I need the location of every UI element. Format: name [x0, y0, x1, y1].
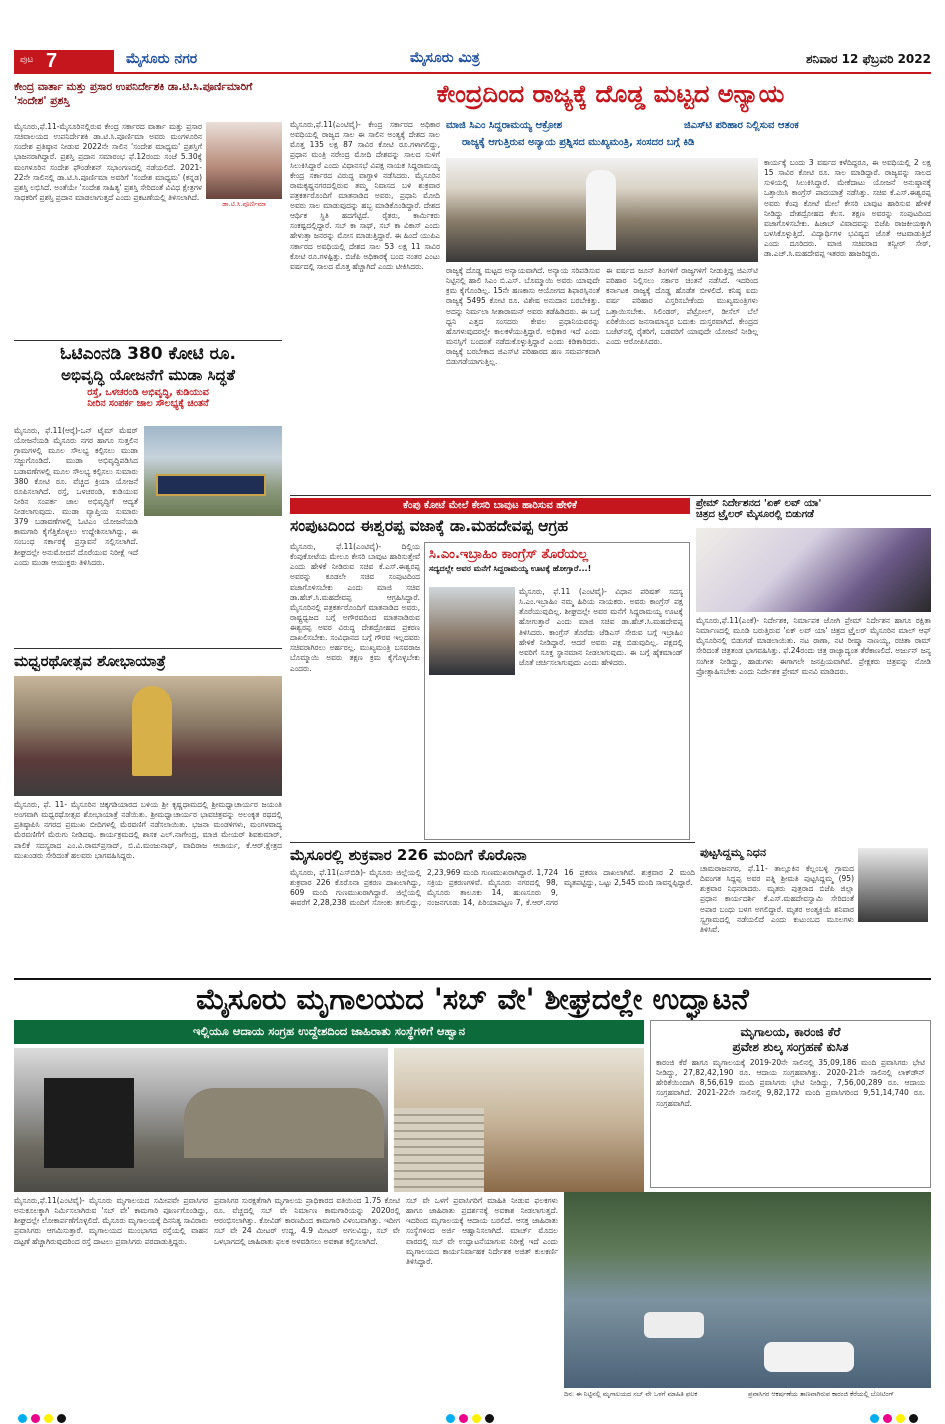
premlove-kicker-1: ಪ್ರೇಮ್ ನಿರ್ದೇಶನದ 'ಏಕ್ ಲವ್ ಯಾ' — [696, 498, 822, 509]
lead-headline: ಕೇಂದ್ರದಿಂದ ರಾಜ್ಯಕ್ಕೆ ದೊಡ್ಡ ಮಟ್ಟದ ಅನ್ಯಾಯ — [436, 80, 785, 108]
divider — [290, 495, 931, 496]
madhwa-story — [14, 652, 282, 974]
lead-col-2: ರಾಜ್ಯಕ್ಕೆ ದೊಡ್ಡ ಮಟ್ಟದ ಅನ್ಯಾಯವಾಗಿದೆ. ಅನ್ಯಾಯ ಸರಿಪಡಿಸುವ ನಿಟ್ಟಿನಲ್ಲಿ ಹಾಲಿ ಸಿಎಂ ಬಿ.ಎಸ್. ಬೊಮ್ಮಾಯಿ ಅವರು ಯಾವುದೇ ಕ್ರಮ ಕೈಗೊಂಡಿಲ್ಲ. 15ನೇ ಹಣಕಾಸು ಆಯೋಗದ ಶಿಫಾರಸ್ಸಿನಂತೆ ರಾಜ್ಯಕ್ಕೆ 5495 ಕೋಟಿ ರೂ. ವಿಶೇಷ ಅನುದಾನ ಬರಬೇಕಿತ್ತು. ಅದನ್ನು ನಿರ್ಮಲಾ ಸೀತಾರಾಮನ್ ಅವರು ತಡೆಹಿಡಿದರು. ಈ ಬಗ್ಗೆ ಧ್ವನಿ ಎತ್ತದ ಸಂಸದರು ಕೇವಲ ಪ್ರಧಾನಿಯವರನ್ನು ಹೊಗಳುವುದರಲ್ಲೇ ಕಾಲಕಳೆಯುತ್ತಿದ್ದಾರೆ. ಅಧಿಕಾರ ಇದೆ ಎಂದು ಮನಸ್ಸಿಗೆ ಬಂದಂತೆ ನಡೆದುಕೊಳ್ಳುತ್ತಿದ್ದಾರೆ ಎಂದು ಕಿಡಿಕಾರಿದರು. ರಾಜ್ಯಕ್ಕೆ ಬರಬೇಕಾದ ಜಿಎಸ್‍ಟಿ ಪರಿಹಾರದ ಹಣ ಸಮರ್ಪಕವಾಗಿ ಬಿಡುಗಡೆಯಾಗುತ್ತಿಲ್ಲ. — [446, 266, 600, 367]
masthead: ಮೈಸೂರು ಮಿತ್ರ — [410, 50, 480, 66]
ibrahim-body: ಮೈಸೂರು, ಫೆ.11 (ಎಂಟಿವೈ)- ವಿಧಾನ ಪರಿಷತ್ ಸದಸ್ಯ ಸಿ.ಎಂ.ಇಬ್ರಾಹಿಂ ನಮ್ಮ ಹಿರಿಯ ನಾಯಕರು. ಅವರು ಕಾಂಗ್ರೆಸ್ ಪಕ್ಷ ತೊರೆಯುವುದಿಲ್ಲ. ಶೀಘ್ರದಲ್ಲೇ ಅವರ ಮನೆಗೆ ಸಿದ್ದರಾಮಯ್ಯ ಊಟಕ್ಕೆ ಹೋಗುತ್ತಾರೆ ಎಂದು ಮಾಜಿ ಸಚಿವ ಡಾ.ಹೆಚ್.ಸಿ.ಮಹದೇವಪ್ಪ ತಿಳಿಸಿದರು. ಕಾಂಗ್ರೆಸ್ ತೊರೆದು ಜೆಡಿಎಸ್ ಸೇರುವ ಬಗ್ಗೆ ಇಬ್ರಾಹಿಂ ಹೇಳಿಕೆ ನೀಡಿದ್ದಾರೆ. ಆದರೆ ಅವರು ಪಕ್ಷ ಬಿಡುವುದಿಲ್ಲ. ಪಕ್ಷದಲ್ಲಿ ಅವರಿಗೆ ಸೂಕ್ತ ಸ್ಥಾನಮಾನ ನೀಡಲಾಗುವುದು. ಈ ಬಗ್ಗೆ ಹೈಕಮಾಂಡ್ ಜೊತೆ ಚರ್ಚಿಸಲಾಗುವುದು ಎಂದು ಹೇಳಿದರು. — [519, 587, 683, 667]
trailer-launch-photo — [696, 528, 931, 612]
page-number-box — [14, 50, 114, 72]
ott-story — [14, 344, 282, 644]
ott-headline-2: ಅಭಿವೃದ್ಧಿ ಯೋಜನೆಗೆ ಮುಡಾ ಸಿದ್ಧತೆ — [61, 366, 235, 384]
sandesh-body: ಮೈಸೂರು,ಫೆ.11-ಮೈಸೂರಿನಲ್ಲಿರುವ ಕೇಂದ್ರ ಸರ್ಕಾರದ ವಾರ್ತಾ ಮತ್ತು ಪ್ರಸಾರ ಸಚಿವಾಲಯದ ಉಪನಿರ್ದೇಶಕಿ ಡಾ.ಟಿ.ಸಿ.ಪೂರ್ಣಿಮಾ ಅವರು ಮಂಗಳೂರಿನ ಸಂದೇಶ ಪ್ರತಿಷ್ಠಾನ ನೀಡುವ 2022ನೇ ಸಾಲಿನ 'ಸಂದೇಶ ಮಾಧ್ಯಮ' ಪ್ರಶಸ್ತಿಗೆ ಭಾಜನರಾಗಿದ್ದಾರೆ. ಪ್ರಶಸ್ತಿ ಪ್ರದಾನ ಸಮಾರಂಭ ಫೆ.12ರಂದು ಸಂಜೆ 5.30ಕ್ಕೆ ಮಂಗಳೂರಿನ ಸಂದೇಶ ಫೌಂಡೇಶನ್ ಸಭಾಂಗಣದಲ್ಲಿ ನಡೆಯಲಿದೆ. 2021-22ನೇ ಸಾಲಿನಲ್ಲಿ ಡಾ.ಟಿ.ಸಿ.ಪೂರ್ಣಿಮಾ ಅವರಿಗೆ 'ಸಂದೇಶ ಮಾಧ್ಯಮ' (ಕನ್ನಡ) ಪ್ರಶಸ್ತಿ ಲಭಿಸಿದೆ. ಅಂತೆಯೇ 'ಸಂದೇಶ ಸಾಹಿತ್ಯ' ಪ್ರಶಸ್ತಿ ಸೇರಿದಂತೆ ವಿವಿಧ ಕ್ಷೇತ್ರಗಳ ಸಾಧಕರಿಗೆ ಪ್ರಶಸ್ತಿ ಪ್ರದಾನ ಮಾಡಲಾಗುತ್ತದೆ ಎಂದು ಪ್ರಕಟಣೆಯಲ್ಲಿ ತಿಳಿಸಲಾಗಿದೆ. — [14, 122, 202, 202]
sidebar-headline-1: ಮೃಗಾಲಯ, ಕಾರಂಜಿ ಕೆರೆ — [740, 1025, 841, 1039]
ott-subhead-1: ರಸ್ತೆ, ಒಳಚರಂಡಿ ಅಭಿವೃದ್ಧಿ, ಕುಡಿಯುವ — [87, 387, 209, 398]
registration-marks-left — [18, 1408, 70, 1424]
bullet-1: ಮಾಜಿ ಸಿಎಂ ಸಿದ್ದರಾಮಯ್ಯ ಆಕ್ರೋಶ — [446, 120, 563, 131]
subway-stairs — [394, 1108, 484, 1192]
eshwarappa-body: ಮೈಸೂರು, ಫೆ.11(ಎಂಟಿವೈ)- ದಿಲ್ಲಿಯ ಕೆಂಪುಕೋಟೆಯ ಮೇಲೂ ಕೇಸರಿ ಬಾವುಟ ಹಾರಿಸುತ್ತೇವೆ ಎಂದು ಹೇಳಿಕೆ ನೀಡಿರುವ ಸಚಿವ ಕೆ.ಎಸ್.ಈಶ್ವರಪ್ಪ ಅವರನ್ನು ಕೂಡಲೇ ಸಚಿವ ಸಂಪುಟದಿಂದ ವಜಾಗೊಳಿಸಬೇಕು ಎಂದು ಮಾಜಿ ಸಚಿವ ಡಾ.ಹೆಚ್.ಸಿ.ಮಹದೇವಪ್ಪ ಆಗ್ರಹಿಸಿದ್ದಾರೆ. ಮೈಸೂರಿನಲ್ಲಿ ಪತ್ರಕರ್ತರೊಂದಿಗೆ ಮಾತನಾಡಿದ ಅವರು, ರಾಷ್ಟ್ರಧ್ವಜದ ಬಗ್ಗೆ ಅಗೌರವದಿಂದ ಮಾತನಾಡಿರುವ ಈಶ್ವರಪ್ಪ ಅವರ ವಿರುದ್ಧ ದೇಶದ್ರೋಹದ ಪ್ರಕರಣ ದಾಖಲಿಸಬೇಕು. ಸಂವಿಧಾನದ ಬಗ್ಗೆ ಗೌರವ ಇಲ್ಲದವರು ಸಚಿವರಾಗಿರಲು ಅರ್ಹರಲ್ಲ. ಮುಖ್ಯಮಂತ್ರಿ ಬಸವರಾಜ ಬೊಮ್ಮಾಯಿ ಅವರು ತಕ್ಷಣ ಕ್ರಮ ಕೈಗೊಳ್ಳಬೇಕು ಎಂದರು. — [290, 542, 420, 673]
obituary-body: ಚಾಮರಾಜನಗರ, ಫೆ.11- ತಾಲ್ಲೂಕಿನ ಕೆಲ್ಲಂಬಳ್ಳಿ ಗ್ರಾಮದ ದಿವಂಗತ ಸಿದ್ದಪ್ಪ ಅವರ ಪತ್ನಿ ಶ್ರೀಮತಿ ಪುಟ್ಟಸಿದ್ದಮ್ಮ (95) ಶುಕ್ರವಾರ ನಿಧನರಾದರು. ಮೃತರು ಪುತ್ರರಾದ ಬಿಜೆಪಿ ಜಿಲ್ಲಾ ಪ್ರಧಾನ ಕಾರ್ಯದರ್ಶಿ ಕೆ.ಎಸ್.ಮಹದೇವಸ್ವಾಮಿ ಸೇರಿದಂತೆ ಅಪಾರ ಬಂಧು ಬಳಗ ಅಗಲಿದ್ದಾರೆ. ಮೃತರ ಅಂತ್ಯಕ್ರಿಯೆ ಶನಿವಾರ ಸ್ವಗ್ರಾಮದಲ್ಲಿ ನಡೆಯಲಿದೆ ಎಂದು ಕುಟುಂಬದ ಮೂಲಗಳು ತಿಳಿಸಿವೆ. — [700, 864, 854, 934]
bullet-3: ರಾಜ್ಯಕ್ಕೆ ಆಗುತ್ತಿರುವ ಅನ್ಯಾಯ ಪ್ರಶ್ನಿಸದ ಮುಖ್ಯಮಂತ್ರಿ, ಸಂಸದರ ಬಗ್ಗೆ ಕಿಡಿ — [462, 137, 695, 148]
bullet-2: ಜಿಎಸ್‍ಟಿ ಪರಿಹಾರ ನಿಲ್ಲಿಸುವ ಆತಂಕ — [684, 120, 799, 131]
page-header — [14, 46, 931, 74]
divider — [14, 648, 282, 649]
puttasiddamma-photo — [858, 848, 928, 922]
zoo-subhead: ಇಲ್ಲಿಯೂ ಆದಾಯ ಸಂಗ್ರಹ ಉದ್ದೇಶದಿಂದ ಜಾಹಿರಾತು ಸಂಸ್ಥೆಗಳಿಗೆ ಆಹ್ವಾನ — [192, 1024, 466, 1038]
lead-col-1: ಮೈಸೂರು,ಫೆ.11(ಎಂಟಿವೈ)- ಕೇಂದ್ರ ಸರ್ಕಾರದ ಅಧಿಕಾರ ಅವಧಿಯಲ್ಲಿ ರಾಜ್ಯದ ಸಾಲ ಈ ಸಾಲಿನ ಅಂತ್ಯಕ್ಕೆ ದೇಶದ ಸಾಲ ಮೊತ್ತ 135 ಲಕ್ಷ 87 ಸಾವಿರ ಕೋಟಿ ರೂ.ಗಳಾಗಲಿದ್ದು, ಪ್ರಧಾನ ಮಂತ್ರಿ ನರೇಂದ್ರ ಮೋದಿ ದೇಶವನ್ನು ಸಾಲದ ಸುಳಿಗೆ ಸಿಲುಕಿಸಿದ್ದಾರೆ ಎಂದು ವಿಧಾನಸಭೆ ವಿಪಕ್ಷ ನಾಯಕ ಸಿದ್ದರಾಮಯ್ಯ ಕೇಂದ್ರ ಸರ್ಕಾರದ ವಿರುದ್ಧ ವಾಗ್ದಾಳಿ ನಡೆಸಿದರು. ಮೈಸೂರಿನ ರಾಮಕೃಷ್ಣನಗರದಲ್ಲಿರುವ ತಮ್ಮ ನಿವಾಸದ ಬಳಿ ಶುಕ್ರವಾರ ಪತ್ರಕರ್ತರೊಂದಿಗೆ ಮಾತನಾಡಿದ ಅವರು, ಪ್ರಧಾನಿ ಮೋದಿ ಅವರು ಸಾಲ ಮಾಡುವುದನ್ನು ಹಬ್ಬ ಮಾಡಿಕೊಂಡಿದ್ದಾರೆ. ದೇಶದ ಆರ್ಥಿಕ ಸ್ಥಿತಿ ಹದಗೆಟ್ಟಿದೆ. ರೈತರು, ಕಾರ್ಮಿಕರು ಸಂಕಷ್ಟದಲ್ಲಿದ್ದಾರೆ. ಸಬ್ ಕಾ ಸಾಥ್, ಸಬ್ ಕಾ ವಿಕಾಸ್ ಎಂದು ಹೇಳುತ್ತಾ ಜನರನ್ನು ಮೋಸ ಮಾಡುತ್ತಿದ್ದಾರೆ. ಈ ಹಿಂದೆ ಯುಪಿಎ ಸರ್ಕಾರದ ಅವಧಿಯಲ್ಲಿ ದೇಶದ ಸಾಲ 53 ಲಕ್ಷ 11 ಸಾವಿರ ಕೋಟಿ ರೂ.ಗಳಷ್ಟಿತ್ತು. ಬಿಜೆಪಿ ಅಧಿಕಾರಕ್ಕೆ ಬಂದ ನಂತರ ಎಂಟು ವರ್ಷದಲ್ಲಿ ಸಾಲದ ಮೊತ್ತ ಹೆಚ್ಚಾಗಿದೆ ಎಂದು ಟೀಕಿಸಿದರು. — [290, 120, 440, 271]
premlove-story — [696, 498, 931, 840]
ibrahim-story — [424, 542, 690, 840]
siddaramaiah-photo — [446, 158, 758, 262]
madhwa-headline: ಮಧ್ವರಥೋತ್ಸವ ಶೋಭಾಯಾತ್ರೆ — [14, 652, 166, 670]
muda-building-photo — [144, 426, 282, 516]
eshwarappa-headline: ಸಂಪುಟದಿಂದ ಈಶ್ವರಪ್ಪ ವಜಾಕ್ಕೆ ಡಾ.ಮಹದೇವಪ್ಪ ಆಗ್ರಹ — [290, 517, 569, 535]
lead-col-3: ಈ ವರ್ಷದ ಜೂನ್ ತಿಂಗಳಿಗೆ ರಾಜ್ಯಗಳಿಗೆ ನೀಡುತ್ತಿದ್ದ ಜಿಎಸ್‍ಟಿ ಪರಿಹಾರ ನಿಲ್ಲಿಸಲು ಸರ್ಕಾರ ಚಿಂತನೆ ನಡೆಸಿದೆ. ಇದರಿಂದ ಕರ್ನಾಟಕ ರಾಜ್ಯಕ್ಕೆ ದೊಡ್ಡ ಹೊಡೆತ ಬೀಳಲಿದೆ. ಕನಿಷ್ಠ ಐದು ವರ್ಷ ಪರಿಹಾರ ವಿಸ್ತರಿಸಬೇಕೆಂದು ಮುಖ್ಯಮಂತ್ರಿಗಳು ಒತ್ತಾಯಿಸಬೇಕು. ಸಿಲಿಂಡರ್, ಪೆಟ್ರೋಲ್, ಡೀಸೆಲ್ ಬೆಲೆ ಏರಿಕೆಯಿಂದ ಜನಸಾಮಾನ್ಯರ ಬದುಕು ದುಸ್ತರವಾಗಿದೆ. ಕೇಂದ್ರದ ಬಜೆಟ್‍ನಲ್ಲಿ ರೈತರಿಗೆ, ಬಡವರಿಗೆ ಯಾವುದೇ ಯೋಜನೆ ನೀಡಿಲ್ಲ ಎಂದು ಆರೋಪಿಸಿದರು. — [606, 266, 758, 346]
lead-col-4: ಕಾರ್ಯಕ್ಕೆ ಬಂದು 3 ವರ್ಷದ ಕಳೆದಿದ್ದರೂ, ಈ ಅವಧಿಯಲ್ಲಿ 2 ಲಕ್ಷ 15 ಸಾವಿರ ಕೋಟಿ ರೂ. ಸಾಲ ಮಾಡಿದ್ದಾರೆ. ರಾಜ್ಯವನ್ನು ಸಾಲದ ಸುಳಿಯಲ್ಲಿ ಸಿಲುಕಿಸಿದ್ದಾರೆ. ಮೇಕೆದಾಟು ಯೋಜನೆ ಅನುಷ್ಠಾನಕ್ಕೆ ಒತ್ತಾಯಿಸಿ ಕಾಂಗ್ರೆಸ್ ಪಾದಯಾತ್ರೆ ನಡೆಸಿತ್ತು. ಸಚಿವ ಕೆ.ಎಸ್.ಈಶ್ವರಪ್ಪ ಅವರು ಕೆಂಪು ಕೋಟೆ ಮೇಲೆ ಕೇಸರಿ ಬಾವುಟ ಹಾರಿಸುವ ಹೇಳಿಕೆ ನೀಡಿದ್ದು ದೇಶದ್ರೋಹದ ಕೆಲಸ. ತಕ್ಷಣ ಅವರನ್ನು ಸಂಪುಟದಿಂದ ವಜಾಗೊಳಿಸಬೇಕು. ಹಿಜಾಬ್ ವಿವಾದವನ್ನು ಬಿಜೆಪಿ ರಾಜಕೀಯಕ್ಕಾಗಿ ಬಳಸಿಕೊಳ್ಳುತ್ತಿದೆ. ವಿದ್ಯಾರ್ಥಿಗಳ ಭವಿಷ್ಯದ ಜೊತೆ ಆಟವಾಡುತ್ತಿದೆ ಎಂದು ದೂರಿದರು. ಮಾಜಿ ಸಚಿವರಾದ ತನ್ವೀರ್ ಸೇಠ್, ಡಾ.ಎಚ್.ಸಿ.ಮಹದೇವಪ್ಪ ಇತರರು ಹಾಜರಿದ್ದರು. — [764, 158, 931, 259]
ott-body: ಮೈಸೂರು, ಫೆ.11(ಆರ್‍ಕೆ)-ಒನ್ ಟೈಮ್ ಮೆಷರ್ ಯೋಜನೆಯಡಿ ಮೈಸೂರು ನಗರ ಹಾಗೂ ಸುತ್ತಲಿನ ಗ್ರಾಮಗಳಲ್ಲಿ ಮೂಲ ಸೌಲಭ್ಯ ಕಲ್ಪಿಸಲು ಮುಡಾ ಸಜ್ಜುಗೊಂಡಿದೆ. ಮುಡಾ ಅಭಿವೃದ್ಧಿಪಡಿಸಿದ ಬಡಾವಣೆಗಳಲ್ಲಿ ಮೂಲ ಸೌಲಭ್ಯ ಕಲ್ಪಿಸಲು ಸುಮಾರು 380 ಕೋಟಿ ರೂ. ವೆಚ್ಚದ ಕ್ರಿಯಾ ಯೋಜನೆ ರೂಪಿಸಲಾಗಿದೆ. ರಸ್ತೆ, ಒಳಚರಂಡಿ, ಕುಡಿಯುವ ನೀರಿನ ಸಂಪರ್ಕ ಜಾಲ ಅಭಿವೃದ್ಧಿಗೆ ಆದ್ಯತೆ ನೀಡಲಾಗುವುದು. ಮುಡಾ ವ್ಯಾಪ್ತಿಯ ಸುಮಾರು 379 ಬಡಾವಣೆಗಳಲ್ಲಿ ಓಟಿಎಂ ಯೋಜನೆಯಡಿ ಕಾಮಗಾರಿ ಕೈಗೆತ್ತಿಕೊಳ್ಳಲು ಉದ್ದೇಶಿಸಲಾಗಿದ್ದು, ಈ ಸಂಬಂಧ ಸರ್ಕಾರಕ್ಕೆ ಪ್ರಸ್ತಾವನೆ ಸಲ್ಲಿಸಲಾಗಿದೆ. ಶೀಘ್ರದಲ್ಲೇ ಅನುಮೋದನೆ ದೊರೆಯುವ ನಿರೀಕ್ಷೆ ಇದೆ ಎಂದು ಮುಡಾ ಆಯುಕ್ತರು ತಿಳಿಸಿದರು. — [14, 426, 138, 567]
section-name: ಮೈಸೂರು ನಗರ — [126, 51, 198, 67]
ott-headline-1: ಓಟಿಎಂನಡಿ 380 ಕೋಟಿ ರೂ. — [60, 344, 236, 364]
divider — [290, 842, 695, 843]
sidebar-headline-2: ಪ್ರವೇಶ ಶುಲ್ಕ ಸಂಗ್ರಹಣೆ ಕುಸಿತ — [732, 1040, 849, 1054]
speaker — [586, 170, 616, 250]
registration-marks-right — [870, 1408, 922, 1424]
page-number: 7 — [46, 50, 58, 72]
photo-caption: ಡಾ.ಟಿ.ಸಿ.ಪೂರ್ಣಿಮಾ — [206, 199, 282, 210]
lake-caption-left: ದಿನ: ಈ ನಿಟ್ಟಿನಲ್ಲಿ ಮೃಗಾಲಯದ ಸಬ್ ವೇ ಒಳಗೆ ಮಾಹಿತಿ ಫಲಕ — [564, 1390, 698, 1398]
lake-caption-right: ಪ್ರವಾಸಿಗರ ಆಕರ್ಷಣೆಯ ತಾಣವಾಗಿರುವ ಕಾರಂಜಿ ಕೆರೆಯಲ್ಲಿ ಬೋಟಿಂಗ್ — [748, 1390, 895, 1398]
obituary — [700, 846, 931, 974]
divider — [14, 978, 931, 980]
premlove-kicker-2: ಚಿತ್ರದ ಟ್ರೈಲರ್ ಮೈಸೂರಲ್ಲಿ ಬಿಡುಗಡೆ — [696, 509, 814, 520]
swan-boat-1 — [644, 1312, 704, 1338]
issue-date: ಶನಿವಾರ 12 ಫೆಬ್ರವರಿ 2022 — [805, 52, 931, 66]
divider — [14, 340, 282, 341]
obituary-headline: ಪುಟ್ಟಸಿದ್ದಮ್ಮ ನಿಧನ — [700, 846, 767, 859]
mahadevappa-photo — [429, 587, 515, 675]
eshwarappa-kicker: ಕೆಂಪು ಕೋಟೆ ಮೇಲೆ ಕೇಸರಿ ಬಾವುಟ ಹಾರಿಸುವ ಹೇಳಿಕೆ — [290, 498, 690, 514]
zoo-col-1: ಮೈಸೂರು,ಫೆ.11(ಎಂಟಿವೈ)- ಮೈಸೂರು ಮೃಗಾಲಯದ ಸಮೀಪವೇ ಪ್ರವಾಸಿಗರ ಅನುಕೂಲಕ್ಕಾಗಿ ನಿರ್ಮಿಸಲಾಗಿರುವ 'ಸಬ್ ವೇ' ಕಾಮಗಾರಿ ಪೂರ್ಣಗೊಂಡಿದ್ದು, ಶೀಘ್ರದಲ್ಲೇ ಲೋಕಾರ್ಪಣೆಗೊಳ್ಳಲಿದೆ. ಮೈಸೂರು ಮೃಗಾಲಯಕ್ಕೆ ದಿನನಿತ್ಯ ಸಾವಿರಾರು ಪ್ರವಾಸಿಗರು ಆಗಮಿಸುತ್ತಾರೆ. ಮೃಗಾಲಯದ ಮುಂಭಾಗದ ರಸ್ತೆಯಲ್ಲಿ ವಾಹನ ದಟ್ಟಣೆ ಹೆಚ್ಚಾಗಿರುವುದರಿಂದ ರಸ್ತೆ ದಾಟಲು ಪ್ರವಾಸಿಗರು ಪರದಾಡುತ್ತಿದ್ದರು. — [14, 1196, 208, 1246]
subway-entrance-photo — [14, 1048, 388, 1192]
subway-door — [44, 1078, 134, 1168]
page-label: ಪುಟ — [20, 55, 34, 65]
chariot — [132, 686, 172, 776]
zoo-col-3: ಸಬ್ ವೇ ಒಳಗೆ ಪ್ರವಾಸಿಗರಿಗೆ ಮಾಹಿತಿ ನೀಡುವ ಫಲಕಗಳು ಹಾಗೂ ಜಾಹಿರಾತು ಪ್ರದರ್ಶನಕ್ಕೆ ಅವಕಾಶ ನೀಡಲಾಗುತ್ತದೆ. ಇದರಿಂದ ಮೃಗಾಲಯಕ್ಕೆ ಆದಾಯ ಬರಲಿದೆ. ಆಸಕ್ತ ಜಾಹಿರಾತು ಸಂಸ್ಥೆಗಳಿಂದ ಅರ್ಜಿ ಆಹ್ವಾನಿಸಲಾಗಿದೆ. ಮಾರ್ಚ್ ಮೊದಲ ವಾರದಲ್ಲಿ ಸಬ್ ವೇ ಉದ್ಘಾಟನೆಯಾಗುವ ನಿರೀಕ್ಷೆ ಇದೆ ಎಂದು ಮೃಗಾಲಯದ ಕಾರ್ಯನಿರ್ವಾಹಕ ನಿರ್ದೇಶಕ ಅಜಿತ್ ಕುಲಕರ್ಣಿ ತಿಳಿಸಿದ್ದಾರೆ. — [406, 1196, 558, 1266]
muda-signboard — [156, 474, 266, 496]
sidebar-body: ಕಾರಂಜಿ ಕೆರೆ ಹಾಗೂ ಮೃಗಾಲಯಕ್ಕೆ 2019-20ನೇ ಸಾಲಿನಲ್ಲಿ 35,09,186 ಮಂದಿ ಪ್ರವಾಸಿಗರು ಭೇಟಿ ನೀಡಿದ್ದು, 27,82,42,190 ರೂ. ಆದಾಯ ಸಂಗ್ರಹವಾಗಿತ್ತು. 2020-21ನೇ ಸಾಲಿನಲ್ಲಿ ಲಾಕ್‍ಡೌನ್ ಹೇರಿಕೆಯಿಂದಾಗಿ 8,56,619 ಮಂದಿ ಪ್ರವಾಸಿಗರು ಭೇಟಿ ನೀಡಿದ್ದು, 7,56,00,289 ರೂ. ಆದಾಯ ಸಂಗ್ರಹವಾಗಿದೆ. 2021-22ನೇ ಸಾಲಿನಲ್ಲಿ 9,82,172 ಮಂದಿ ಪ್ರವಾಸಿಗರಿಂದ 9,51,14,740 ರೂ. ಸಂಗ್ರಹವಾಗಿದೆ. — [656, 1058, 925, 1108]
premlove-body: ಮೈಸೂರು,ಫೆ.11(ಎಂಕೆ)- ನಿರ್ದೇಶಕ, ನಿರ್ಮಾಪಕ ಜೋಗಿ ಪ್ರೇಮ್ ನಿರ್ದೇಶನ ಹಾಗೂ ರಕ್ಷಿತಾ ನಿರ್ಮಾಣದಲ್ಲಿ ಮೂಡಿ ಬರುತ್ತಿರುವ 'ಏಕ್ ಲವ್ ಯಾ' ಚಿತ್ರದ ಟ್ರೈಲರ್ ಮೈಸೂರಿನ ಮಾಲ್ ಆಫ್ ಮೈಸೂರಿನಲ್ಲಿ ಬಿಡುಗಡೆ ಮಾಡಲಾಯಿತು. ನಟ ರಾಣಾ, ನಟಿ ರೀಷ್ಮಾ ನಾಣಯ್ಯ, ರಚಿತಾ ರಾಮ್ ಸೇರಿದಂತೆ ಚಿತ್ರತಂಡ ಭಾಗವಹಿಸಿತ್ತು. ಫೆ.24ರಂದು ಚಿತ್ರ ರಾಜ್ಯಾದ್ಯಂತ ತೆರೆಕಾಣಲಿದೆ. ಅರ್ಜುನ್ ಜನ್ಯ ಸಂಗೀತ ನೀಡಿದ್ದು, ಹಾಡುಗಳು ಈಗಾಗಲೇ ಜನಪ್ರಿಯವಾಗಿವೆ. ಪ್ರೇಕ್ಷಕರು ಚಿತ್ರವನ್ನು ನೋಡಿ ಪ್ರೋತ್ಸಾಹಿಸಬೇಕು ಎಂದು ನಿರ್ದೇಶಕ ಪ್ರೇಮ್ ಮನವಿ ಮಾಡಿದರು. — [696, 616, 931, 676]
procession-photo — [14, 676, 282, 796]
zoo-col-2: ಪ್ರವಾಸಿಗರ ಸುರಕ್ಷತೆಗಾಗಿ ಮೃಗಾಲಯ ಪ್ರಾಧಿಕಾರದ ವತಿಯಿಂದ 1.75 ಕೋಟಿ ರೂ. ವೆಚ್ಚದಲ್ಲಿ ಸಬ್ ವೇ ನಿರ್ಮಾಣ ಕಾಮಗಾರಿಯನ್ನು 2020ರಲ್ಲಿ ಆರಂಭಿಸಲಾಗಿತ್ತು. ಕೋವಿಡ್ ಕಾರಣದಿಂದ ಕಾಮಗಾರಿ ವಿಳಂಬವಾಗಿತ್ತು. ಇದೀಗ ಸಬ್ ವೇ 24 ಮೀಟರ್ ಉದ್ದ, 4.9 ಮೀಟರ್ ಅಗಲವಿದ್ದು, ಸಬ್ ವೇ ಒಳಭಾಗದಲ್ಲಿ ಜಾಹಿರಾತು ಫಲಕ ಅಳವಡಿಸಲು ಅವಕಾಶ ಕಲ್ಪಿಸಲಾಗಿದೆ. — [214, 1196, 400, 1246]
rock-wall — [184, 1088, 384, 1158]
registration-marks-center — [446, 1408, 498, 1424]
subway-interior-photo — [394, 1048, 644, 1192]
zoo-headline: ಮೈಸೂರು ಮೃಗಾಲಯದ 'ಸಬ್ ವೇ' ಶೀಘ್ರದಲ್ಲೇ ಉದ್ಘಾಟನೆ — [196, 982, 749, 1016]
ibrahim-subhead: ಸದ್ಯದಲ್ಲೇ ಅವರ ಮನೆಗೆ ಸಿದ್ದರಾಮಯ್ಯ ಊಟಕ್ಕೆ ಹೋಗ್ತಾರೆ...! — [429, 564, 592, 573]
zoo-subhead-bar — [14, 1020, 644, 1044]
karanji-lake-photo — [564, 1192, 931, 1388]
corona-headline: ಮೈಸೂರಲ್ಲಿ ಶುಕ್ರವಾರ 226 ಮಂದಿಗೆ ಕೊರೊನಾ — [290, 846, 527, 864]
poornima-photo — [206, 122, 282, 210]
corona-body: ಮೈಸೂರು, ಫೆ.11(ಎಸ್‍ಬಿಡಿ)- ಮೈಸೂರು ಜಿಲ್ಲೆಯಲ್ಲಿ ಶುಕ್ರವಾರ 226 ಕೊರೊನಾ ಪ್ರಕರಣ ದಾಖಲಾಗಿದ್ದು, 609 ಮಂದಿ ಗುಣಮುಖರಾಗಿದ್ದಾರೆ. ಜಿಲ್ಲೆಯಲ್ಲಿ ಈವರೆಗೆ 2,28,238 ಮಂದಿಗೆ ಸೋಂಕು ತಗುಲಿದ್ದು, 2,23,969 ಮಂದಿ ಗುಣಮುಖರಾಗಿದ್ದಾರೆ. 1,724 ಸಕ್ರಿಯ ಪ್ರಕರಣಗಳಿವೆ. ಮೈಸೂರು ನಗರದಲ್ಲಿ 98, ಮೈಸೂರು ತಾಲೂಕು 14, ಹುಣಸೂರು 9, ನಂಜನಗೂಡು 14, ಪಿರಿಯಾಪಟ್ಟಣ 7, ಕೆ.ಆರ್.ನಗರ 16 ಪ್ರಕರಣ ದಾಖಲಾಗಿವೆ. ಶುಕ್ರವಾರ 2 ಮಂದಿ ಮೃತಪಟ್ಟಿದ್ದು, ಒಟ್ಟು 2,545 ಮಂದಿ ಸಾವನ್ನಪ್ಪಿದ್ದಾರೆ. — [290, 868, 695, 908]
swan-boat-2 — [764, 1342, 854, 1372]
sandesh-story — [14, 80, 282, 338]
ibrahim-headline: ಸಿ.ಎಂ.ಇಬ್ರಾಹಿಂ ಕಾಂಗ್ರೆಸ್ ತೊರೆಯಲ್ಲ — [429, 547, 589, 562]
madhwa-body: ಮೈಸೂರು, ಫೆ. 11- ಮೈಸೂರಿನ ಚಿಕ್ಕಗಡಿಯಾರದ ಬಳಿಯ ಶ್ರೀ ಕೃಷ್ಣಧಾಮದಲ್ಲಿ ಶ್ರೀಮಧ್ವಾಚಾರ್ಯರ ಜಯಂತಿ ಅಂಗವಾಗಿ ಮಧ್ವರಥೋತ್ಸವ ಶೋಭಾಯಾತ್ರೆ ನಡೆಯಿತು. ಶ್ರೀಮಧ್ವಾಚಾರ್ಯರ ಭಾವಚಿತ್ರವನ್ನು ಅಲಂಕೃತ ರಥದಲ್ಲಿ ಪ್ರತಿಷ್ಠಾಪಿಸಿ ನಗರದ ಪ್ರಮುಖ ಬೀದಿಗಳಲ್ಲಿ ಮೆರವಣಿಗೆ ನಡೆಸಲಾಯಿತು. ಭಜನಾ ಮಂಡಳಿಗಳು, ಮಂಗಳವಾದ್ಯ ಮೆರವಣಿಗೆಗೆ ಮೆರುಗು ನೀಡಿದವು. ಕಾರ್ಯಕ್ರಮದಲ್ಲಿ ಶಾಸಕ ಎಲ್.ನಾಗೇಂದ್ರ, ಮಾಜಿ ಮೇಯರ್ ಶಿವಕುಮಾರ್, ಪಾಲಿಕೆ ಸದಸ್ಯರಾದ ಎಂ.ವಿ.ರಾಮ್‍ಪ್ರಸಾದ್, ಬಿ.ವಿ.ಮಂಜುನಾಥ್, ವಾದಿರಾಜ ಆಚಾರ್ಯ, ಕೆ.ಆರ್.ಕ್ಷೇತ್ರದ ಮುಖಂಡರು ಸೇರಿದಂತೆ ಹಲವರು ಭಾಗವಹಿಸಿದ್ದರು. — [14, 800, 282, 860]
ott-subhead-2: ನೀರಿನ ಸಂಪರ್ಕ ಜಾಲ ಸೌಲಭ್ಯಕ್ಕೆ ಚಿಂತನೆ — [87, 398, 209, 409]
zoo-sidebar — [650, 1020, 931, 1188]
sandesh-headline: ಕೇಂದ್ರ ವಾರ್ತಾ ಮತ್ತು ಪ್ರಸಾರ ಉಪನಿರ್ದೇಶಕಿ ಡಾ.ಟಿ.ಸಿ.ಪೂರ್ಣಿಮಾರಿಗೆ 'ಸಂದೇಶ' ಪ್ರಶಸ್ತಿ — [14, 81, 253, 108]
